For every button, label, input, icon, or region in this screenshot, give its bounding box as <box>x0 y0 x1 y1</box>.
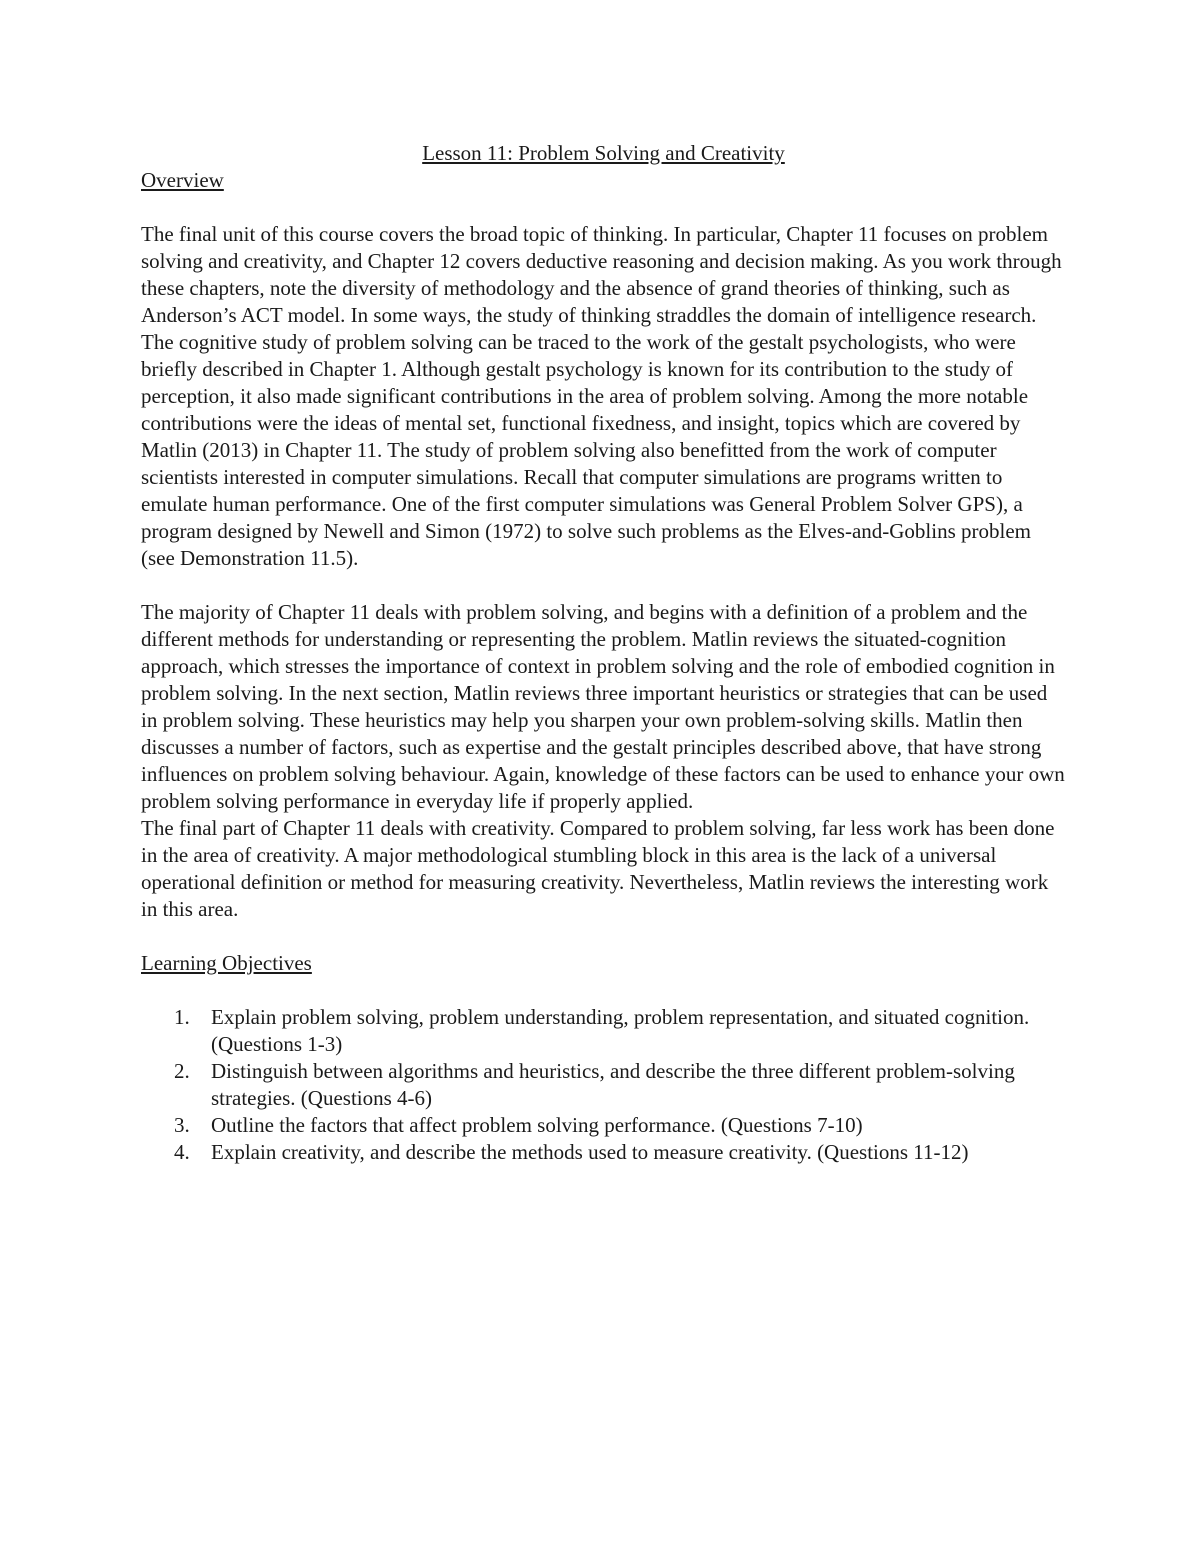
objective-item <box>141 1139 1066 1166</box>
spacer <box>141 572 1066 599</box>
objectives-heading: Learning Objectives <box>141 951 312 975</box>
objective-text: Outline the factors that affect problem solving performance. (Questions 7-10) <box>211 1113 863 1137</box>
spacer <box>141 923 1066 950</box>
objective-number: 1. <box>174 1005 190 1029</box>
objective-text: Explain creativity, and describe the methods used to measure creativity. (Questions 11-12) <box>211 1140 969 1164</box>
objective-number: 3. <box>174 1113 190 1137</box>
objective-text: Distinguish between algorithms and heuristics, and describe the three different problem-solving strategies. (Questions 4-6) <box>211 1059 1015 1110</box>
overview-paragraph-3: The majority of Chapter 11 deals with problem solving, and begins with a definition of a problem and the different methods for understanding or representing the problem. Matlin reviews the situated-cognition approach, which stresses the importance of context in problem solving and the role of embodied cognition in problem solving. In the next section, Matlin reviews three important heuristics or strategies that can be used in problem solving. These heuristics may help you sharpen your own problem-solving skills. Matlin then discusses a number of factors, such as expertise and the gestalt principles described above, that have strong influences on problem solving behaviour. Again, knowledge of these factors can be used to enhance your own problem solving performance in everyday life if properly applied. <box>141 600 1065 813</box>
overview-paragraph-4: The final part of Chapter 11 deals with creativity. Compared to problem solving, far less work has been done in the area of creativity. A major methodological stumbling block in this area is the lack of a universal operational definition or method for measuring creativity. Nevertheless, Matlin reviews the interesting work in this area. <box>141 816 1055 921</box>
objective-item <box>141 1112 1066 1139</box>
objective-item <box>141 1004 1066 1058</box>
document-title: Lesson 11: Problem Solving and Creativity <box>422 141 785 165</box>
overview-paragraph-2: The cognitive study of problem solving can be traced to the work of the gestalt psychologists, who were briefly described in Chapter 1. Although gestalt psychology is known for its contribution to the study of perception, it also made significant contributions in the area of problem solving. Among the more notable contributions were the ideas of mental set, functional fixedness, and insight, topics which are covered by Matlin (2013) in Chapter 11. The study of problem solving also benefitted from the work of computer scientists interested in computer simulations. Recall that computer simulations are programs written to emulate human performance. One of the first computer simulations was General Problem Solver GPS), a program designed by Newell and Simon (1972) to solve such problems as the Elves-and-Goblins problem (see Demonstration 11.5). <box>141 330 1031 570</box>
document-page <box>141 140 1066 1166</box>
spacer <box>141 194 1066 221</box>
objective-number: 2. <box>174 1059 190 1083</box>
objectives-list <box>141 1004 1066 1166</box>
overview-paragraph-1: The final unit of this course covers the broad topic of thinking. In particular, Chapter 11 focuses on problem solving and creativity, and Chapter 12 covers deductive reasoning and decision making. As you work through these chapters, note the diversity of methodology and the absence of grand theories of thinking, such as Anderson’s ACT model. In some ways, the study of thinking straddles the domain of intelligence research. <box>141 222 1062 327</box>
objective-item <box>141 1058 1066 1112</box>
objective-text: Explain problem solving, problem understanding, problem representation, and situated cognition. (Questions 1-3) <box>211 1005 1030 1056</box>
spacer <box>141 977 1066 1004</box>
objective-number: 4. <box>174 1140 190 1164</box>
overview-heading: Overview <box>141 168 224 192</box>
